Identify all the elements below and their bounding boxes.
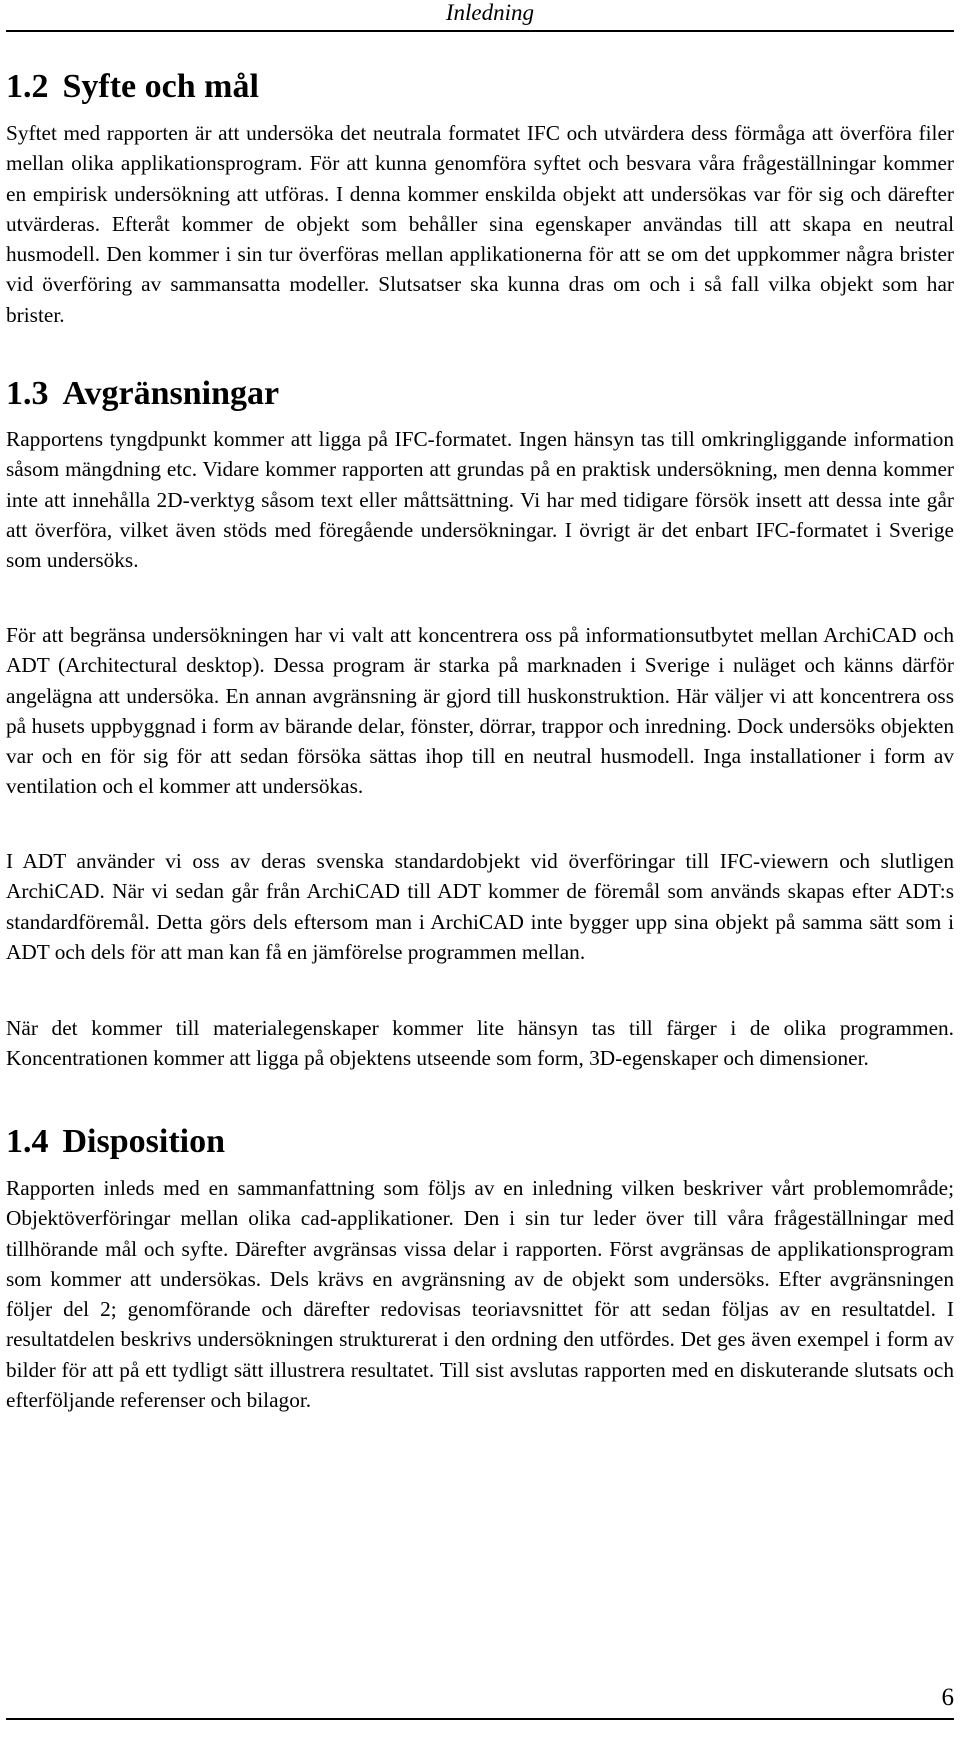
section-heading-avgransningar [6, 374, 279, 414]
section-heading-disposition [6, 1122, 225, 1162]
running-header [6, 0, 954, 28]
section-title: Avgränsningar [62, 375, 280, 412]
header-rule [6, 30, 954, 32]
paragraph-syfte: Syftet med rapporten är att undersöka det neutrala formatet IFC och utvärdera dess förmåga att överföra filer mellan olika applikationsprogram. För att kunna genomföra syftet och besvara våra frågeställningar kommer en empirisk undersökning att utföras. I denna kommer enskilda objekt att undersökas var för sig och därefter utvärderas. Efteråt kommer de objekt som behåller sina egenskaper användas till att skapa en neutral husmodell. Den kommer i sin tur överföras mellan applikationerna för att se om det uppkommer några brister vid överföring av sammansatta modeller. Slutsatser ska kunna dras om och i så fall vilka objekt som har brister. [6, 121, 954, 327]
section-number: 1.3 [6, 375, 49, 412]
section-number: 1.4 [6, 1123, 49, 1160]
paragraph-avgransningar-1: Rapportens tyngdpunkt kommer att ligga på IFC-formatet. Ingen hänsyn tas till omkringliggande information såsom mängdning etc. Vidare kommer rapporten att grundas på en praktisk undersökning, men denna kommer inte att innehålla 2D-verktyg såsom text eller måttsättning. Vi har med tidigare försök insett att dessa inte går att överföra, vilket även stöds med föregående undersökningar. I övrigt är det enbart IFC-formatet i Sverige som undersöks. [6, 427, 954, 573]
document-page [6, 0, 954, 1745]
paragraph-avgransningar-3: I ADT använder vi oss av deras svenska standardobjekt vid överföringar till IFC-viewern och slutligen ArchiCAD. När vi sedan går från ArchiCAD till ADT kommer de föremål som används skapas efter ADT:s standardföremål. Detta görs dels eftersom man i ArchiCAD inte bygger upp sina objekt på samma sätt som i ADT och dels för att man kan få en jämförelse programmen mellan. [6, 849, 954, 964]
paragraph-disposition: Rapporten inleds med en sammanfattning som följs av en inledning vilken beskriver vårt problemområde; Objektöverföringar mellan olika cad-applikationer. Den i sin tur leder över till våra frågeställningar med tillhörande mål och syfte. Därefter avgränsas vissa delar i rapporten. Först avgränsas de applikationsprogram som kommer att undersökas. Dels krävs en avgränsning av de objekt som undersöks. Efter avgränsningen följer del 2; genomförande och därefter redovisas teoriavsnittet för att sedan följas av en resultatdel. I resultatdelen beskrivs undersökningen strukturerat i den ordning den utfördes. Det ges även exempel i form av bilder för att på ett tydligt sätt illustrera resultatet. Till sist avslutas rapporten med en diskuterande slutsats och efterföljande referenser och bilagor. [6, 1176, 954, 1413]
paragraph-avgransningar-4: När det kommer till materialegenskaper kommer lite hänsyn tas till färger i de olika programmen. Koncentrationen kommer att ligga på objektens utseende som form, 3D-egenskaper och dimensioner. [6, 1016, 954, 1071]
page-number: 6 [941, 1684, 954, 1711]
running-header-title: Inledning [445, 0, 534, 25]
section-title: Syfte och mål [62, 68, 259, 105]
footer-rule [6, 1718, 954, 1720]
paragraph-avgransningar-2: För att begränsa undersökningen har vi valt att koncentrera oss på informationsutbytet mellan ArchiCAD och ADT (Architectural desktop). Dessa program är starka på marknaden i Sverige i nuläget och känns därför angelägna att undersöka. En annan avgränsning är gjord till huskonstruktion. Här väljer vi att koncentrera oss på husets uppbyggnad i form av bärande delar, fönster, dörrar, trappor och inredning. Dock undersöks objekten var och en för sig för att sedan försöka sättas ihop till en neutral husmodell. Inga installationer i form av ventilation och el kommer att undersökas. [6, 623, 954, 799]
section-heading-syfte [6, 67, 259, 107]
section-number: 1.2 [6, 68, 49, 105]
section-title: Disposition [62, 1123, 225, 1160]
